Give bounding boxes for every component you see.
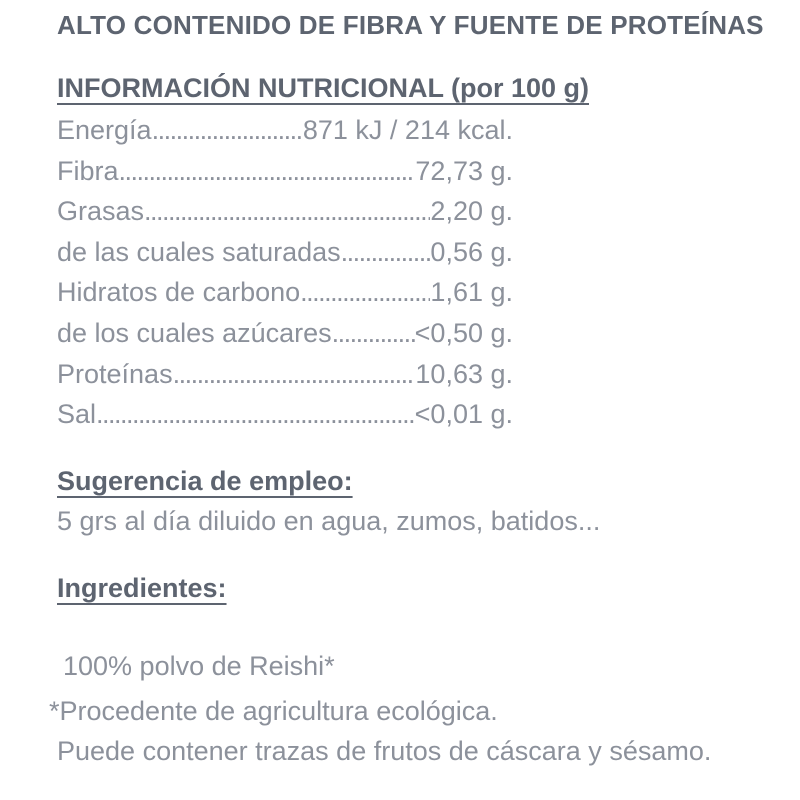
dot-leader [300, 272, 430, 313]
claim-heading: ALTO CONTENIDO DE FIBRA Y FUENTE DE PROTEÍNAS [57, 10, 764, 40]
dot-leader [152, 110, 303, 151]
ingredients-allergen-note: Puede contener trazas de frutos de cáscara y sésamo. [57, 735, 712, 766]
nutrient-label: de las cuales saturadas [57, 236, 341, 267]
usage-heading: Sugerencia de empleo: [57, 465, 353, 496]
nutrient-value: 1,61 g. [430, 277, 513, 308]
nutrient-value: 10,63 g. [415, 358, 513, 389]
dot-leader [119, 151, 416, 192]
dot-leader [341, 232, 431, 273]
nutrition-row-energia [57, 110, 513, 151]
nutrient-value: <0,50 g. [414, 317, 513, 348]
nutrition-row-proteinas [57, 354, 513, 395]
nutrient-label: Grasas [57, 196, 145, 227]
nutrient-label: Sal [57, 399, 97, 430]
dot-leader [144, 191, 430, 232]
nutrient-value: 72,73 g. [415, 155, 513, 186]
nutrient-label: de los cuales azúcares [57, 317, 332, 348]
nutrient-label: Hidratos de carbono [57, 277, 301, 308]
nutrition-facts-heading: INFORMACIÓN NUTRICIONAL (por 100 g) [57, 73, 589, 103]
nutrient-label: Proteínas [57, 358, 173, 389]
ingredients-origin-note: *Procedente de agricultura ecológica. [49, 695, 498, 726]
nutrient-label: Energía [57, 115, 152, 145]
nutrition-row-saturadas [57, 232, 513, 273]
nutrition-row-grasas [57, 191, 513, 232]
usage-instructions: 5 grs al día diluido en agua, zumos, batidos... [57, 505, 601, 536]
nutrition-row-fibra [57, 151, 513, 192]
nutrient-label: Fibra [57, 155, 119, 186]
nutrient-value: 2,20 g. [430, 196, 513, 227]
nutrition-row-hidratos [57, 272, 513, 313]
nutrition-row-azucares [57, 313, 513, 354]
nutrition-table [57, 110, 743, 435]
dot-leader [173, 354, 416, 395]
ingredients-main-text: 100% polvo de Reishi* [63, 650, 335, 681]
nutrition-row-sal [57, 394, 513, 435]
nutrient-value: 0,56 g. [430, 236, 513, 267]
dot-leader [332, 313, 415, 354]
dot-leader [96, 394, 415, 435]
nutrient-value: 871 kJ / 214 kcal. [302, 115, 513, 145]
nutrient-value: <0,01 g. [414, 399, 513, 430]
ingredients-heading: Ingredientes: [57, 572, 227, 603]
